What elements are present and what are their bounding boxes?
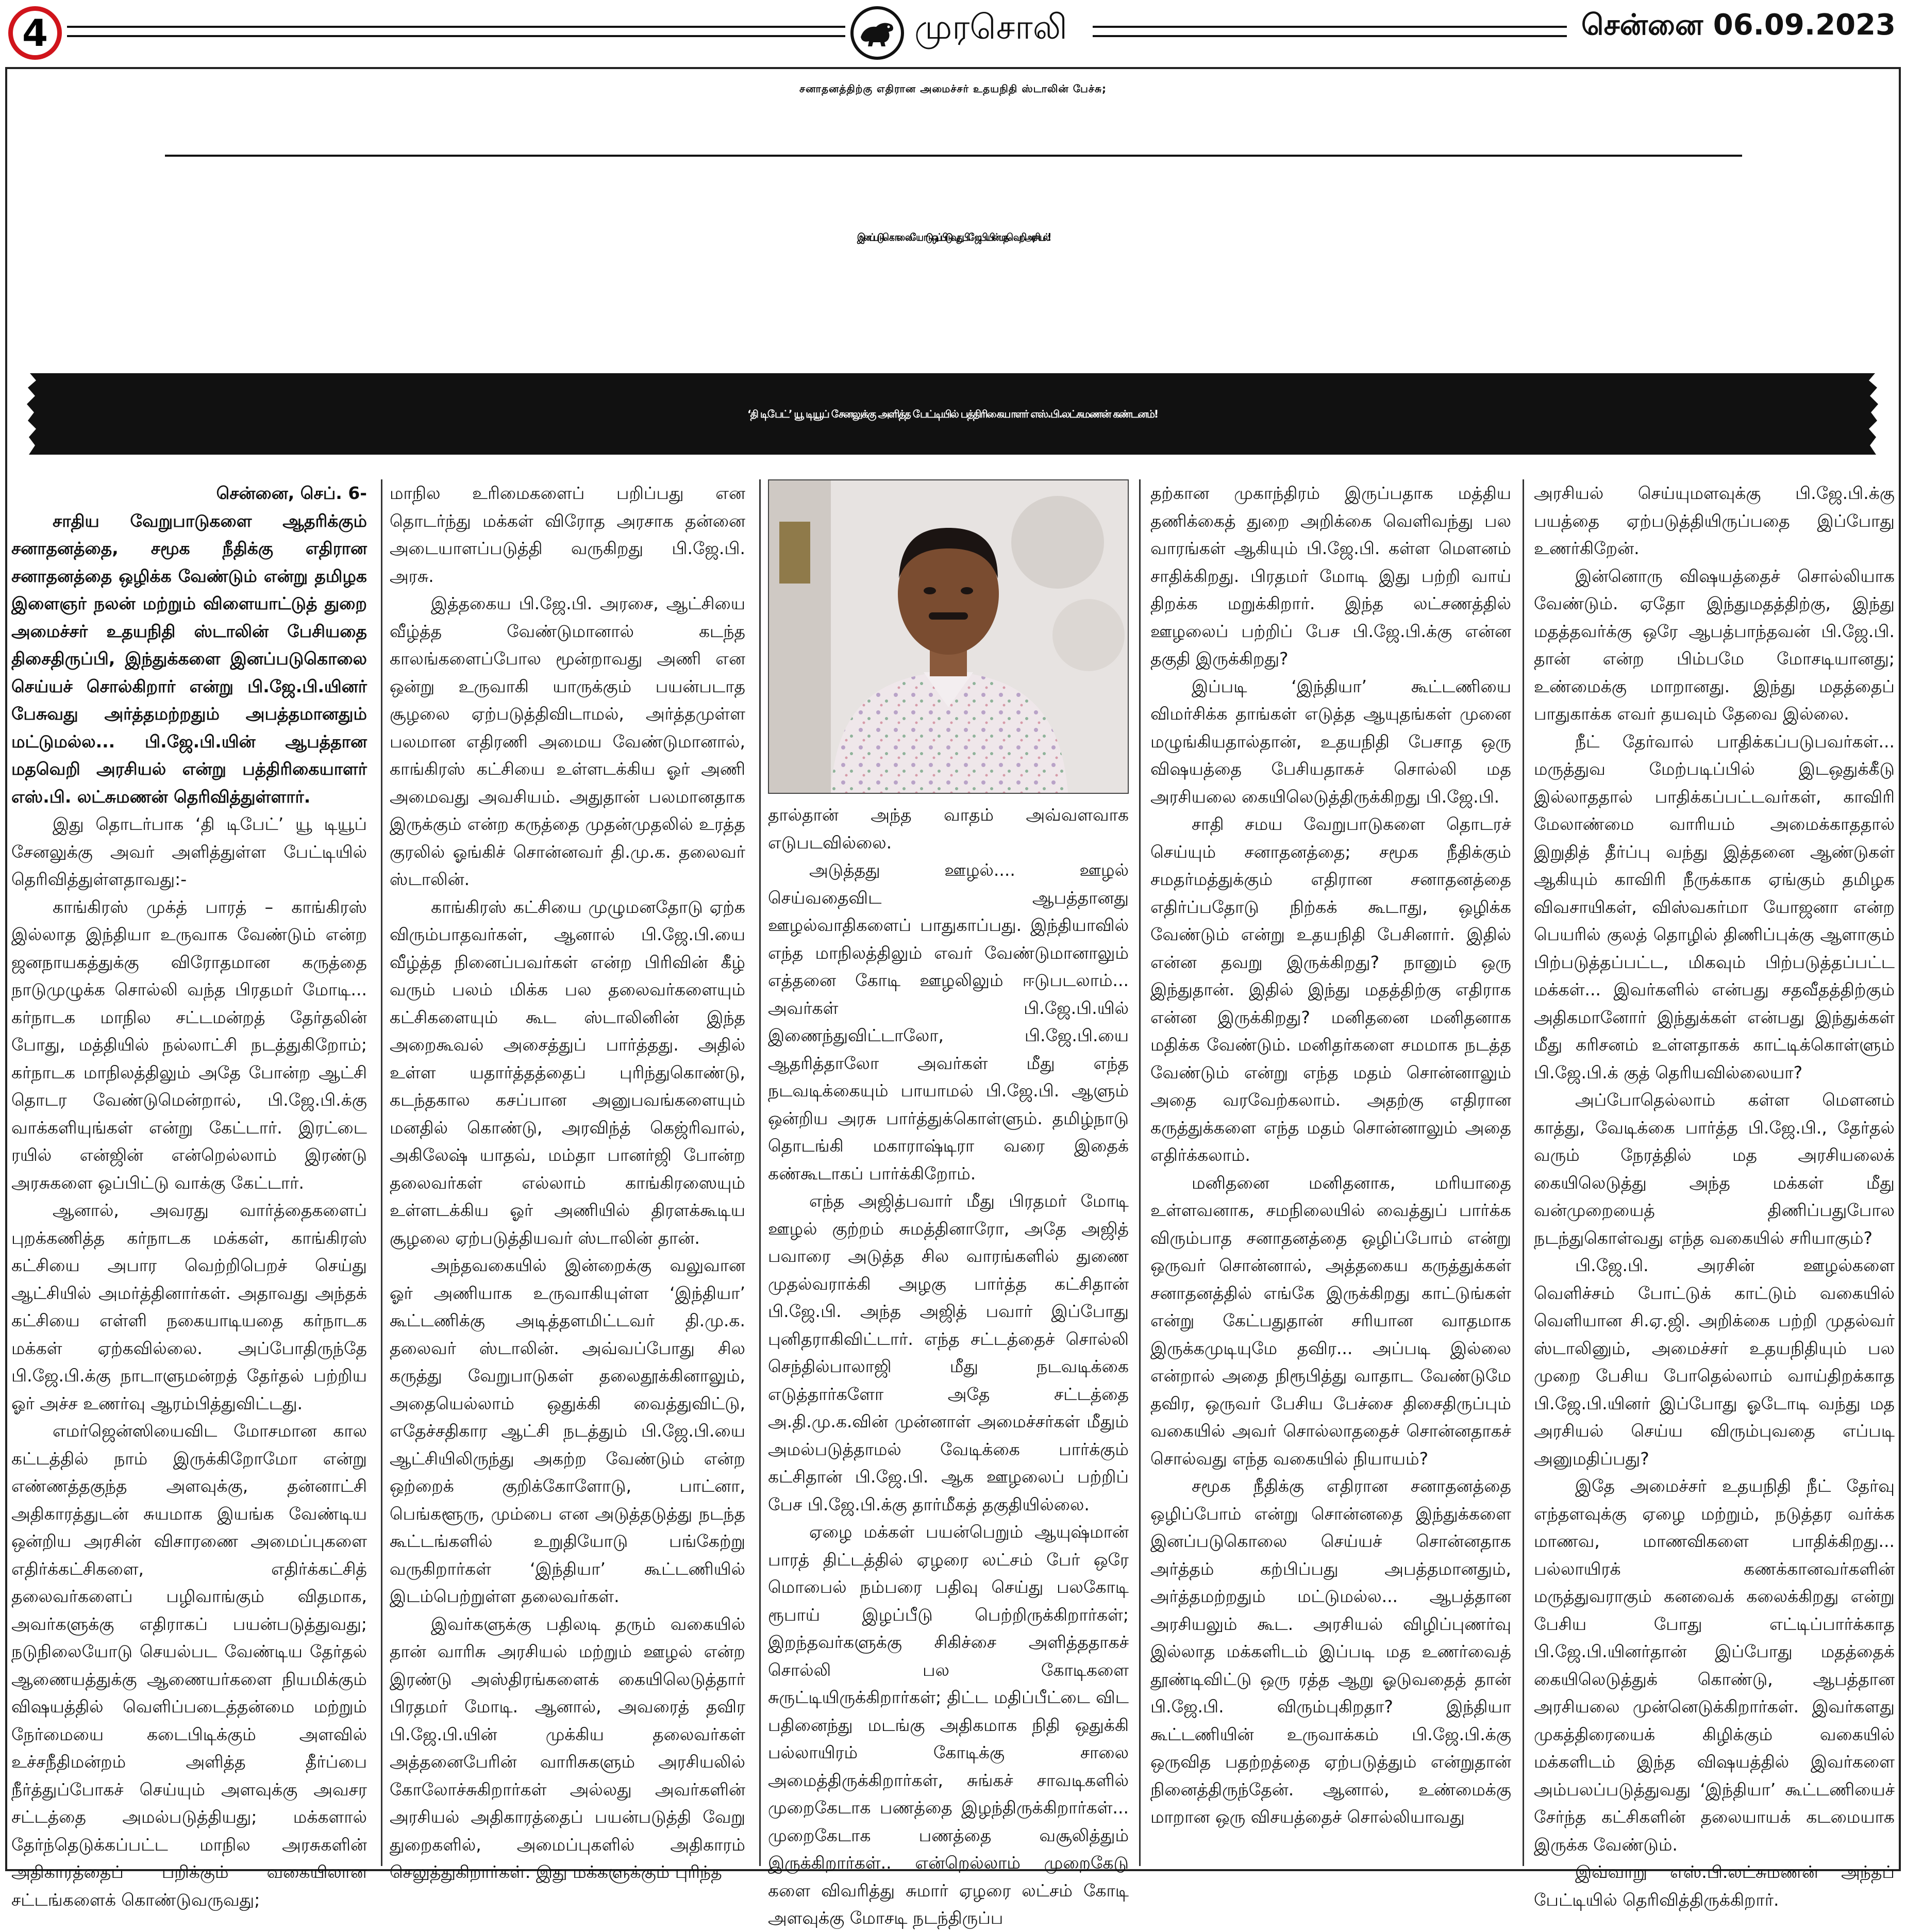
- main-headline: இனப்படுகொலையோடு ஒப்பிடுவது பி.ஜே.பி.யின் மதவெறி அரசியல்!: [857, 231, 1049, 243]
- body-paragraph: இத்தகைய பி.ஜே.பி. அரசை, ஆட்சியை வீழ்த்த வேண்டுமானால் கடந்த காலங்களைப்போல மூன்றாவது அணி என ஒன்று உருவாகி யாருக்கும் பயன்படாத சூழலை ஏற்படுத்திவிடாமல், அர்த்தமுள்ள பலமான எதிரணி அமைய வேண்டுமானால், காங்கிரஸ் கட்சியை உள்ளடக்கிய ஓர் அணி அமைவது அவசியம். அதுதான் பலமானதாக இருக்கும் என்ற கருத்தை முதன்முதலில் உரத்த குரலில் ஓங்கிச் சொன்னவர் தி.மு.க. தலைவர் ஸ்டாலின்.: [390, 593, 745, 889]
- body-paragraph: அடுத்தது ஊழல்.... ஊழல் செய்வதைவிட ஆபத்தானது ஊழல்வாதிகளைப் பாதுகாப்பது. இந்தியாவில் எந்த மாநிலத்திலும் எவர் வேண்டுமானாலும் எத்தனை கோடி ஊழலிலும் ஈடுபடலாம்... அவர்கள் பி.ஜே.பி.யில் இணைந்துவிட்டாலோ, பி.ஜே.பி.யை ஆதரித்தாலோ அவர்கள் மீது எந்த நடவடிக்கையும் பாயாமல் பி.ஜே.பி. ஆளும் ஒன்றிய அரசு பார்த்துக்கொள்ளும். தமிழ்நாடு தொடங்கி மகாராஷ்டிரா வரை இதைக் கண்கூடாகப் பார்க்கிறோம்.: [768, 860, 1129, 1184]
- body-paragraph: அப்போதெல்லாம் கள்ள மௌனம் காத்து, வேடிக்கை பார்த்த பி.ஜே.பி., தேர்தல் வரும் நேரத்தில் மத அரசியலைக் கையிலெடுத்து அந்த மக்கள் மீது வன்முறையைத் திணிப்பதுபோல நடந்துகொள்வது எந்த வகையில் சரியாகும்?: [1534, 1090, 1895, 1248]
- kicker-underline: [165, 155, 1742, 157]
- body-paragraph: அரசியல் செய்யுமளவுக்கு பி.ஜே.பி.க்கு பயத்தை ஏற்படுத்தியிருப்பதை இப்போது உணர்கிறேன்.: [1534, 483, 1895, 558]
- body-paragraph: தால்தான் அந்த வாதம் அவ்வளவாக எடுபடவில்லை.: [768, 805, 1129, 853]
- column-2: [390, 479, 745, 1882]
- body-paragraph: அந்தவகையில் இன்றைக்கு வலுவான ஓர் அணியாக உருவாகியுள்ள ‘இந்தியா’ கூட்டணிக்கு அடித்தளமிட்டவர் தி.மு.க. தலைவர் ஸ்டாலின். அவ்வப்போது சில கருத்து வேறுபாடுகள் தலைதூக்கினாலும், அதையெல்லாம் ஒதுக்கி வைத்துவிட்டு, எதேச்சதிகார ஆட்சி நடத்தும் பி.ஜே.பி.யை ஆட்சியிலிருந்து அகற்ற வேண்டும் என்ற ஒற்றைக் குறிக்கோளோடு, பாட்னா, பெங்களூரு, மும்பை என அடுத்தடுத்து நடந்த கூட்டங்களில் உறுதியோடு பங்கேற்று வருகிறார்கள் ‘இந்தியா’ கூட்டணியில் இடம்பெற்றுள்ள தலைவர்கள்.: [390, 1255, 745, 1606]
- masthead: [5, 2, 1901, 63]
- body-paragraph: இன்னொரு விஷயத்தைச் சொல்லியாக வேண்டும். ஏதோ இந்துமதத்திற்கு, இந்து மதத்தவர்க்கு ஒரே ஆபத்பாந்தவன் பி.ஜே.பி. தான் என்ற பிம்பமே மோசடியானது; உண்மைக்கு மாறானது. இந்து மதத்தைப் பாதுகாக்க எவர் தயவும் தேவை இல்லை.: [1534, 565, 1895, 724]
- body-paragraph: இவர்களுக்கு பதிலடி தரும் வகையில் தான் வாரிசு அரசியல் மற்றும் ஊழல் என்ற இரண்டு அஸ்திரங்களைக் கையிலெடுத்தார் பிரதமர் மோடி. ஆனால், அவரைத் தவிர பி.ஜே.பி.யின் முக்கிய தலைவர்கள் அத்தனைபேரின் வாரிசுகளும் அரசியலில் கோலோச்சுகிறார்கள் அல்லது அவர்களின் அரசியல் அதிகாரத்தைப் பயன்படுத்தி வேறு துறைகளில், அமைப்புகளில் அதிகாரம் செலுத்துகிறார்கள். இது மக்களுக்கும் புரிந்த: [390, 1613, 745, 1882]
- body-paragraph: மாநில உரிமைகளைப் பறிப்பது என தொடர்ந்து மக்கள் விரோத அரசாக தன்னை அடையாளப்படுத்தி வருகிறது பி.ஜே.பி. அரசு.: [390, 483, 745, 586]
- body-paragraph: இது தொடர்பாக ‘தி டிபேட்’ யூ டியூப் சேனலுக்கு அவர் அளித்துள்ள பேட்டியில் தெரிவித்துள்ளதாவது:-: [11, 814, 367, 889]
- body-paragraph: தற்கான முகாந்திரம் இருப்பதாக மத்திய தணிக்கைத் துறை அறிக்கை வெளிவந்து பல வாரங்கள் ஆகியும் பி.ஜே.பி. கள்ள மௌனம் சாதிக்கிறது. பிரதமர் மோடி இது பற்றி வாய் திறக்க மறுக்கிறார். இந்த லட்சணத்தில் ஊழலைப் பற்றிப் பேச பி.ஜே.பி.க்கு என்ன தகுதி இருக்கிறது?: [1150, 483, 1511, 669]
- body-paragraph: சமூக நீதிக்கு எதிரான சனாதனத்தை ஒழிப்போம் என்று சொன்னதை இந்துக்களை இனப்படுகொலை செய்யச் சொன்னதாக அர்த்தம் கற்பிப்பது அபத்தமானதும், அர்த்தமற்றதும் மட்டுமல்ல... ஆபத்தான அரசியலும் கூட. அரசியல் விழிப்புணர்வு இல்லாத மக்களிடம் இப்படி மத உணர்வைத் தூண்டிவிட்டு ஒரு ரத்த ஆறு ஓடுவதைத் தான் பி.ஜே.பி. விரும்புகிறதா? இந்தியா கூட்டணியின் உருவாக்கம் பி.ஜே.பி.க்கு ஒருவித பதற்றத்தை ஏற்படுத்தும் என்றுதான் நினைத்திருந்தேன். ஆனால், உண்மைக்கு மாறான ஒரு விசயத்தைச் சொல்லியாவது: [1150, 1476, 1511, 1827]
- portrait-photo: [768, 479, 1129, 794]
- body-paragraph: இப்படி ‘இந்தியா’ கூட்டணியை விமர்சிக்க தாங்கள் எடுத்த ஆயுதங்கள் முனை மழுங்கியதால்தான், உதயநிதி பேசாத ஒரு விஷயத்தை பேசியதாகச் சொல்லி மத அரசியலை கையிலெடுத்திருக்கிறது பி.ஜே.பி.: [1150, 676, 1511, 807]
- body-paragraph: மனிதனை மனிதனாக, மரியாதை உள்ளவனாக, சமநிலையில் வைத்துப் பார்க்க விரும்பாத சனாதனத்தை ஒழிப்போம் என்று ஒருவர் சொன்னால், அத்தகைய கருத்துக்கள் சனாதனத்தில் எங்கே இருக்கிறது காட்டுங்கள் என்று கேட்பதுதான் சரியான வாதமாக இருக்கமுடியுமே தவிர... அப்படி இல்லை என்றால் அதை நிரூபித்து வாதாட வேண்டுமே தவிர, ஒருவர் பேசிய பேச்சை திசைதிருப்பும் வகையில் அவர் சொல்லாததைச் சொன்னதாகச் சொல்வது எந்த வகையில் நியாயம்?: [1150, 1172, 1511, 1469]
- column-4: [1150, 479, 1511, 1866]
- body-paragraph: இதே அமைச்சர் உதயநிதி நீட் தேர்வு எந்தளவுக்கு ஏழை மற்றும், நடுத்தர வர்க்க மாணவ, மாணவிகளை பாதிக்கிறது... பல்லாயிரக் கணக்கானவர்களின் மருத்துவராகும் கனவைக் கலைக்கிறது என்று பேசிய போது எட்டிப்பார்க்காத பி.ஜே.பி.யினர்தான் இப்போது மதத்தைக் கையிலெடுத்துக் கொண்டு, ஆபத்தான அரசியலை முன்னெடுக்கிறார்கள். இவர்களது முகத்திரையைக் கிழிக்கும் வகையில் மக்களிடம் இந்த விஷயத்தில் இவர்களை அம்பலப்படுத்துவது ‘இந்தியா’ கூட்டணியைச் சேர்ந்த கட்சிகளின் தலையாயக் கடமையாக இருக்க வேண்டும்.: [1534, 1476, 1895, 1855]
- tiger-emblem-icon: [850, 6, 904, 60]
- column-3: [768, 479, 1129, 1928]
- masthead-rule-right: [1093, 26, 1567, 37]
- body-paragraph: இவ்வாறு எஸ்.பி.லட்சுமணன் அந்தப் பேட்டியில் தெரிவித்திருக்கிறார்.: [1534, 1862, 1895, 1910]
- page-number-badge: 4: [8, 6, 62, 60]
- body-paragraph: பி.ஜே.பி. அரசின் ஊழல்களை வெளிச்சம் போட்டுக் காட்டும் வகையில் வெளியான சி.ஏ.ஜி. அறிக்கை பற்றி முதல்வர் ஸ்டாலினும், அமைச்சர் உதயநிதியும் பல முறை பேசிய போதெல்லாம் வாய்திறக்காத பி.ஜே.பி.யினர் இப்போது ஓடோடி வந்து மத அரசியல் செய்ய விரும்புவதை எப்படி அனுமதிப்பது?: [1534, 1255, 1895, 1469]
- kicker-headline: சனாதனத்திற்கு எதிரான அமைச்சர் உதயநிதி ஸ்டாலின் பேச்சு;: [799, 82, 1107, 95]
- paper-name: முரசொலி: [914, 7, 1067, 47]
- city-date: சென்னை 06.09.2023: [1581, 8, 1896, 42]
- lead-paragraph: சாதிய வேறுபாடுகளை ஆதரிக்கும் சனாதனத்தை, சமூக நீதிக்கு எதிரான சனாதனத்தை ஒழிக்க வேண்டும் என்று தமிழக இளைஞர் நலன் மற்றும் விளையாட்டுத் துறை அமைச்சர் உதயநிதி ஸ்டாலின் பேசியதை திசைதிருப்பி, இந்துக்களை இனப்படுகொலை செய்யச் சொல்கிறார் என்று பி.ஜே.பி.யினர் பேசுவது அர்த்தமற்றதும் அபத்தமானதும் மட்டுமல்ல... பி.ஜே.பி.யின் ஆபத்தான மதவெறி அரசியல் என்று பத்திரிகையாளர் எஸ்.பி. லட்சுமணன் தெரிவித்துள்ளார்.: [11, 510, 367, 807]
- body-paragraph: ஆனால், அவரது வார்த்தைகளைப் புறக்கணித்த கர்நாடக மக்கள், காங்கிரஸ் கட்சியை அபார வெற்றிபெறச் செய்து ஆட்சியில் அமர்த்தினார்கள். அதாவது அந்தக் கட்சியை எள்ளி நகையாடியதை கர்நாடக மக்கள் ஏற்கவில்லை. அப்போதிருந்தே பி.ஜே.பி.க்கு நாடாளுமன்றத் தேர்தல் பற்றிய ஓர் அச்ச உணர்வு ஆரம்பித்துவிட்டது.: [11, 1200, 367, 1413]
- subhead-banner: [36, 373, 1869, 455]
- body-paragraph: காங்கிரஸ் முக்த் பாரத் – காங்கிரஸ் இல்லாத இந்தியா உருவாக வேண்டும் என்ற ஜனநாயகத்துக்கு விரோதமான கருத்தை நாடுமுழுக்க சொல்லி வந்த பிரதமர் மோடி... கர்நாடக மாநில சட்டமன்றத் தேர்தலின் போது, மத்தியில் நல்லாட்சி நடத்துகிறோம்; கர்நாடக மாநிலத்திலும் அதே போன்ற ஆட்சி தொடர வேண்டுமென்றால், பி.ஜே.பி.க்கு வாக்களியுங்கள் என்று கேட்டார். இரட்டை ரயில் என்ஜின் என்றெல்லாம் இரண்டு அரசுகளை ஒப்பிட்டு வாக்கு கேட்டார்.: [11, 896, 367, 1193]
- column-5: [1534, 479, 1895, 1910]
- body-paragraph: சாதி சமய வேறுபாடுகளை தொடரச் செய்யும் சனாதனத்தை; சமூக நீதிக்கும் சமதர்மத்துக்கும் எதிரான சனாதனத்தை எதிர்ப்பதோடு நிற்கக் கூடாது, ஒழிக்க வேண்டும் என்று உதயநிதி பேசினார். இதில் என்ன தவறு இருக்கிறது? நானும் ஒரு இந்துதான். இதில் இந்து மதத்திற்கு எதிராக என்ன இருக்கிறது? மனிதனை மனிதனாக மதிக்க வேண்டும். மனிதர்களை சமமாக நடத்த வேண்டும் என்று எந்த மதம் சொன்னாலும் அதை வரவேற்கலாம். அதற்கு எதிரான கருத்துக்களை எந்த மதம் சொன்னாலும் அதை எதிர்க்கலாம்.: [1150, 814, 1511, 1165]
- masthead-rule-left: [67, 26, 845, 37]
- body-paragraph: எந்த அஜித்பவார் மீது பிரதமர் மோடி ஊழல் குற்றம் சுமத்தினாரோ, அதே அஜித் பவாரை அடுத்த சில வாரங்களில் துணை முதல்வராக்கி அழகு பார்த்த கட்சிதான் பி.ஜே.பி. அந்த அஜித் பவார் இப்போது புனிதராகிவிட்டார். எந்த சட்டத்தைச் சொல்லி செந்தில்பாலாஜி மீது நடவடிக்கை எடுத்தார்களோ அதே சட்டத்தை அ.தி.மு.க.வின் முன்னாள் அமைச்சர்கள் மீதும் அமல்படுத்தாமல் வேடிக்கை பார்க்கும் கட்சிதான் பி.ஜே.பி. ஆக ஊழலைப் பற்றிப் பேச பி.ஜே.பி.க்கு தார்மீகத் தகுதியில்லை.: [768, 1191, 1129, 1514]
- portrait-illustration: [769, 480, 1128, 793]
- body-paragraph: நீட் தேர்வால் பாதிக்கப்படுபவர்கள்... மருத்துவ மேற்படிப்பில் இடஒதுக்கீடு இல்லாததால் பாதிக்கப்பட்டவர்கள், காவிரி மேலாண்மை வாரியம் அமைக்காததால் இறுதித் தீர்ப்பு வந்து இத்தனை ஆண்டுகள் ஆகியும் காவிரி நீருக்காக ஏங்கும் தமிழக விவசாயிகள், விஸ்வகர்மா யோஜனா என்ற பெயரில் குலத் தொழில் திணிப்புக்கு ஆளாகும் பிற்படுத்தப்பட்ட, மிகவும் பிற்படுத்தப்பட்ட மக்கள்... இவர்களில் என்பது சதவீதத்திற்கும் அதிகமானோர் இந்துக்கள் என்பது இந்துக்கள் மீது கரிசனம் உள்ளதாகக் காட்டிக்கொள்ளும் பி.ஜே.பி.க் குத் தெரியவில்லையா?: [1534, 731, 1895, 1082]
- body-paragraph: காங்கிரஸ் கட்சியை முழுமனதோடு ஏற்க விரும்பாதவர்கள், ஆனால் பி.ஜே.பி.யை வீழ்த்த நினைப்பவர்கள் என்ற பிரிவின் கீழ் வரும் பலம் மிக்க பல தலைவர்களையும் கட்சிகளையும் கூட ஸ்டாலினின் இந்த அறைகூவல் அசைத்துப் பார்த்தது. அதில் உள்ள யதார்த்தத்தைப் புரிந்துகொண்டு, கடந்தகால கசப்பான அனுபவங்களையும் மனதில் கொண்டு, அரவிந்த் கெஜ்ரிவால், அகிலேஷ் யாதவ், மம்தா பானர்ஜி போன்ற தலைவர்கள் எல்லாம் காங்கிரஸையும் உள்ளடக்கிய ஓர் அணியில் திரளக்கூடிய சூழலை ஏற்படுத்தியவர் ஸ்டாலின் தான்.: [390, 896, 745, 1248]
- body-paragraph: ஏழை மக்கள் பயன்பெறும் ஆயுஷ்மான் பாரத் திட்டத்தில் ஏழரை லட்சம் பேர் ஒரே மொபைல் நம்பரை பதிவு செய்து பலகோடி ரூபாய் இழப்பீடு பெற்றிருக்கிறார்கள்; இறந்தவர்களுக்கு சிகிச்சை அளித்ததாகச் சொல்லி பல கோடிகளை சுருட்டியிருக்கிறார்கள்; திட்ட மதிப்பீட்டை விட பதினைந்து மடங்கு அதிகமாக நிதி ஒதுக்கி பல்லாயிரம் கோடிக்கு சாலை அமைத்திருக்கிறார்கள், சுங்கச் சாவடிகளில் முறைகேடாக பணத்தை இழந்திருக்கிறார்கள்... முறைகேடாக பணத்தை வசூலித்தும் இருக்கிறார்கள்.. என்றெல்லாம் முறைகேடு களை விவரித்து சுமார் ஏழரை லட்சம் கோடி அளவுக்கு மோசடி நடந்திருப்ப: [768, 1522, 1129, 1928]
- body-paragraph: எமர்ஜென்ஸியைவிட மோசமான கால கட்டத்தில் நாம் இருக்கிறோமோ என்று எண்ணத்தகுந்த அளவுக்கு, தன்னாட்சி அதிகாரத்துடன் சுயமாக இயங்க வேண்டிய ஒன்றிய அரசின் விசாரணை அமைப்புகளை எதிர்க்கட்சிகளை, எதிர்க்கட்சித் தலைவர்களைப் பழிவாங்கும் விதமாக, அவர்களுக்கு எதிராகப் பயன்படுத்துவது; நடுநிலையோடு செயல்பட வேண்டிய தேர்தல் ஆணையத்துக்கு ஆணையர்களை நியமிக்கும் விஷயத்தில் வெளிப்படைத்தன்மை மற்றும் நேர்மையை கடைபிடிக்கும் அளவில் உச்சநீதிமன்றம் அளித்த தீர்ப்பை நீர்த்துப்போகச் செய்யும் அளவுக்கு அவசர சட்டத்தை அமல்படுத்தியது; மக்களால் தேர்ந்தெடுக்கப்பட்ட மாநில அரசுகளின் அதிகாரத்தைப் பறிக்கும் வகையிலான சட்டங்களைக் கொண்டுவருவது;: [11, 1421, 367, 1910]
- subhead-text: ‘தி டிபேட்’ யூ டியூப் சேனலுக்கு அளித்த பேட்டியில் பத்திரிகையாளர் எஸ்.பி.லட்சுமணன் கண்டனம்!: [747, 408, 1158, 420]
- column-1: [11, 479, 367, 1910]
- article-body: [11, 479, 1895, 1928]
- dateline: சென்னை, செப். 6-: [216, 483, 367, 503]
